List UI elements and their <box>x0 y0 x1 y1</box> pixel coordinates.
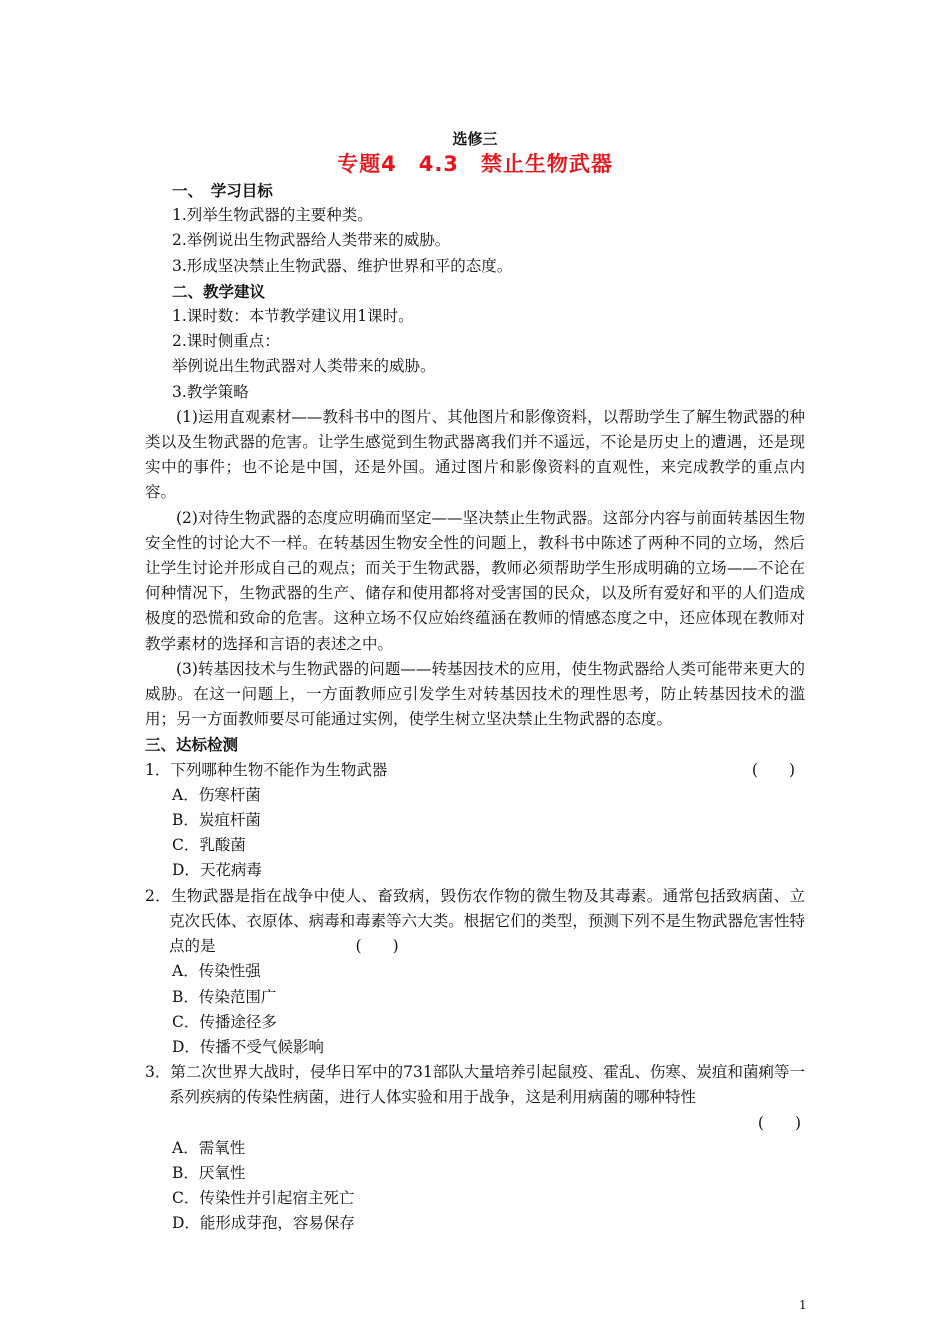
question-stem: 3．第二次世界大战时，侵华日军中的731部队大量培养引起鼠疫、霍乱、伤寒、炭疽和菌痢等一系列疾病的传染性病菌，进行人体实验和用于战争，这是利用病菌的哪种特性 <box>145 1063 805 1107</box>
question <box>145 884 805 1060</box>
goal-item: 1.列举生物武器的主要种类。 <box>172 206 373 225</box>
question-stem: 1．下列哪种生物不能作为生物武器 <box>145 760 388 779</box>
goal-item: 3.形成坚决禁止生物武器、维护世界和平的态度。 <box>172 256 513 275</box>
question-option: A．传染性强 <box>172 962 261 981</box>
page-title: 专题4 4.3 禁止生物武器 <box>337 152 613 176</box>
question-option: C．传染性并引起宿主死亡 <box>172 1189 355 1208</box>
suggestion-item: 1.课时数：本节教学建议用1课时。 <box>172 307 414 326</box>
question-option: C．乳酸菌 <box>172 836 246 855</box>
answer-blank: ( ) <box>355 937 399 956</box>
question <box>145 758 805 884</box>
question-option: B．传染范围广 <box>172 987 277 1006</box>
question-option: D．能形成芽孢，容易保存 <box>172 1214 355 1233</box>
page-header: 选修三 <box>452 130 498 148</box>
strategy-paragraph: (3)转基因技术与生物武器的问题——转基因技术的应用，使生物武器给人类可能带来更大的威胁。在这一问题上，一方面教师应引发学生对转基因技术的理性思考，防止转基因技术的滥用；另一方面教师要尽可能通过实例，使学生树立坚决禁止生物武器的态度。 <box>145 659 805 729</box>
answer-blank: ( ) <box>757 1113 801 1132</box>
question-option: D．传播不受气候影响 <box>172 1037 324 1056</box>
strategy-paragraph: (2)对待生物武器的态度应明确而坚定——坚决禁止生物武器。这部分内容与前面转基因生物安全性的讨论大不一样。在转基因生物安全性的问题上，教科书中陈述了两种不同的立场，然后让学生讨论并形成自己的观点；而关于生物武器，教师必须帮助学生形成明确的立场——不论在何种情况下，生物武器的生产、储存和使用都将对受害国的民众，以及所有爱好和平的人们造成极度的恐慌和致命的危害。这种立场不仅应始终蕴涵在教师的情感态度之中，还应体现在教师对教学素材的选择和言语的表述之中。 <box>145 508 805 653</box>
suggestion-text: 举例说出生物武器对人类带来的威胁。 <box>172 357 436 376</box>
question-option: A．伤寒杆菌 <box>172 785 261 804</box>
question <box>145 1060 805 1236</box>
question-stem: 2．生物武器是指在战争中使人、畜致病，毁伤农作物的微生物及其毒素。通常包括致病菌、立克次氏体、衣原体、病毒和毒素等六大类。根据它们的类型，预测下列不是生物武器危害性特点的是 <box>145 886 805 956</box>
page-number: 1 <box>799 1298 807 1312</box>
question-option: C．传播途径多 <box>172 1012 277 1031</box>
question-option: B．厌氧性 <box>172 1163 246 1182</box>
suggestion-item: 3.教学策略 <box>172 382 249 401</box>
document-body <box>145 178 805 1237</box>
suggestion-item: 2.课时侧重点： <box>172 332 280 351</box>
question-option: B．炭疽杆菌 <box>172 811 261 830</box>
section-heading-suggestions: 二、教学建议 <box>172 281 266 301</box>
goal-item: 2.举例说出生物武器给人类带来的威胁。 <box>172 231 451 250</box>
section-heading-goals: 一、 学习目标 <box>172 181 273 200</box>
question-option: A．需氧性 <box>172 1138 246 1157</box>
strategy-paragraph: (1)运用直观素材——教科书中的图片、其他图片和影像资料，以帮助学生了解生物武器的种类以及生物武器的危害。让学生感觉到生物武器离我们并不遥远，不论是历史上的遭遇，还是现实中的事件；也不论是中国，还是外国。通过图片和影像资料的直观性，来完成教学的重点内容。 <box>145 407 805 502</box>
answer-blank: ( ) <box>751 760 795 779</box>
section-heading-test: 三、达标检测 <box>145 735 239 755</box>
question-option: D．天花病毒 <box>172 861 262 880</box>
